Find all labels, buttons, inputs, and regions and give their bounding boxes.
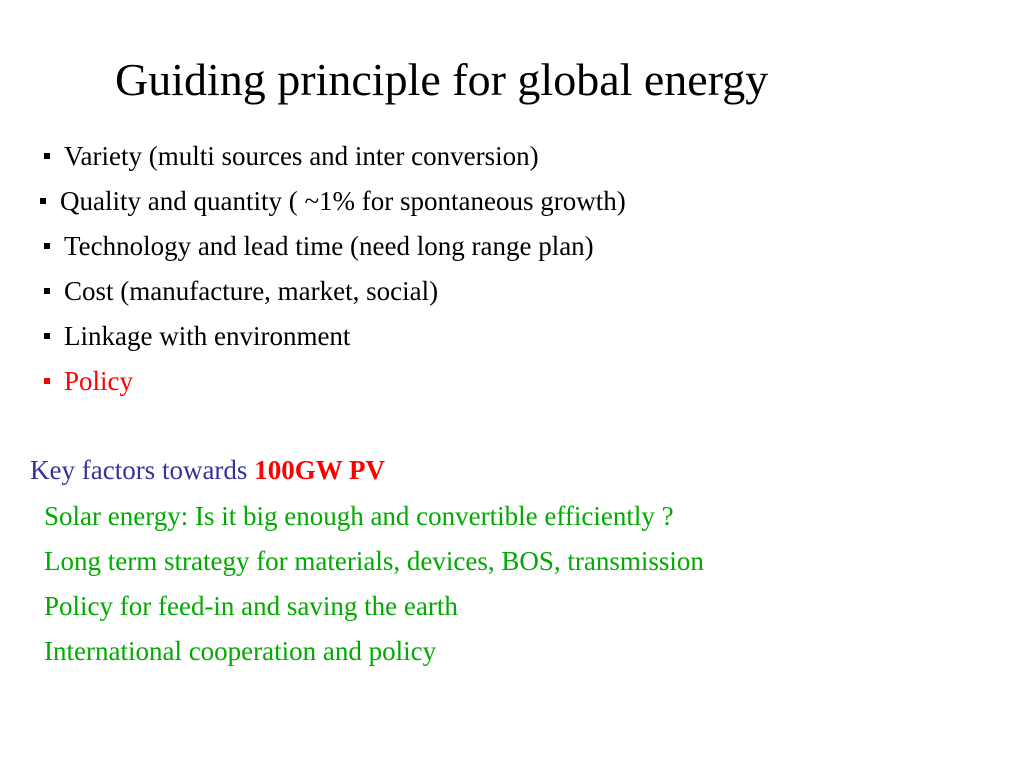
bullet-item-policy: [44, 365, 133, 397]
bullet-icon: [44, 288, 50, 294]
bullet-item: [40, 185, 626, 217]
key-factor-item: Long term strategy for materials, devices, BOS, transmission: [44, 546, 704, 576]
bullet-item: [44, 230, 594, 262]
bullet-icon: [40, 198, 46, 204]
bullet-text: Cost (manufacture, market, social): [64, 276, 439, 306]
slide-title: Guiding principle for global energy: [115, 54, 769, 105]
key-factor-item: Solar energy: Is it big enough and convertible efficiently ?: [44, 501, 674, 531]
bullet-text: Variety (multi sources and inter conversion): [64, 141, 539, 171]
bullet-text: Policy: [64, 366, 134, 396]
bullet-item: [44, 320, 350, 352]
key-factor-item: Policy for feed-in and saving the earth: [44, 591, 458, 621]
bullet-item: [44, 140, 539, 172]
key-factors-highlight: 100GW PV: [254, 455, 385, 485]
bullet-icon: [44, 333, 50, 339]
bullet-text: Quality and quantity ( ~1% for spontaneous growth): [60, 186, 626, 216]
bullet-icon: [44, 153, 50, 159]
bullet-text: Linkage with environment: [64, 321, 351, 351]
bullet-icon: [44, 243, 50, 249]
bullet-item: [44, 275, 438, 307]
bullet-text: Technology and lead time (need long range plan): [64, 231, 594, 261]
key-factors-heading: [30, 454, 385, 486]
key-factor-item: International cooperation and policy: [44, 636, 437, 666]
bullet-icon: [44, 378, 50, 384]
key-factors-prefix: Key factors towards: [30, 455, 255, 485]
